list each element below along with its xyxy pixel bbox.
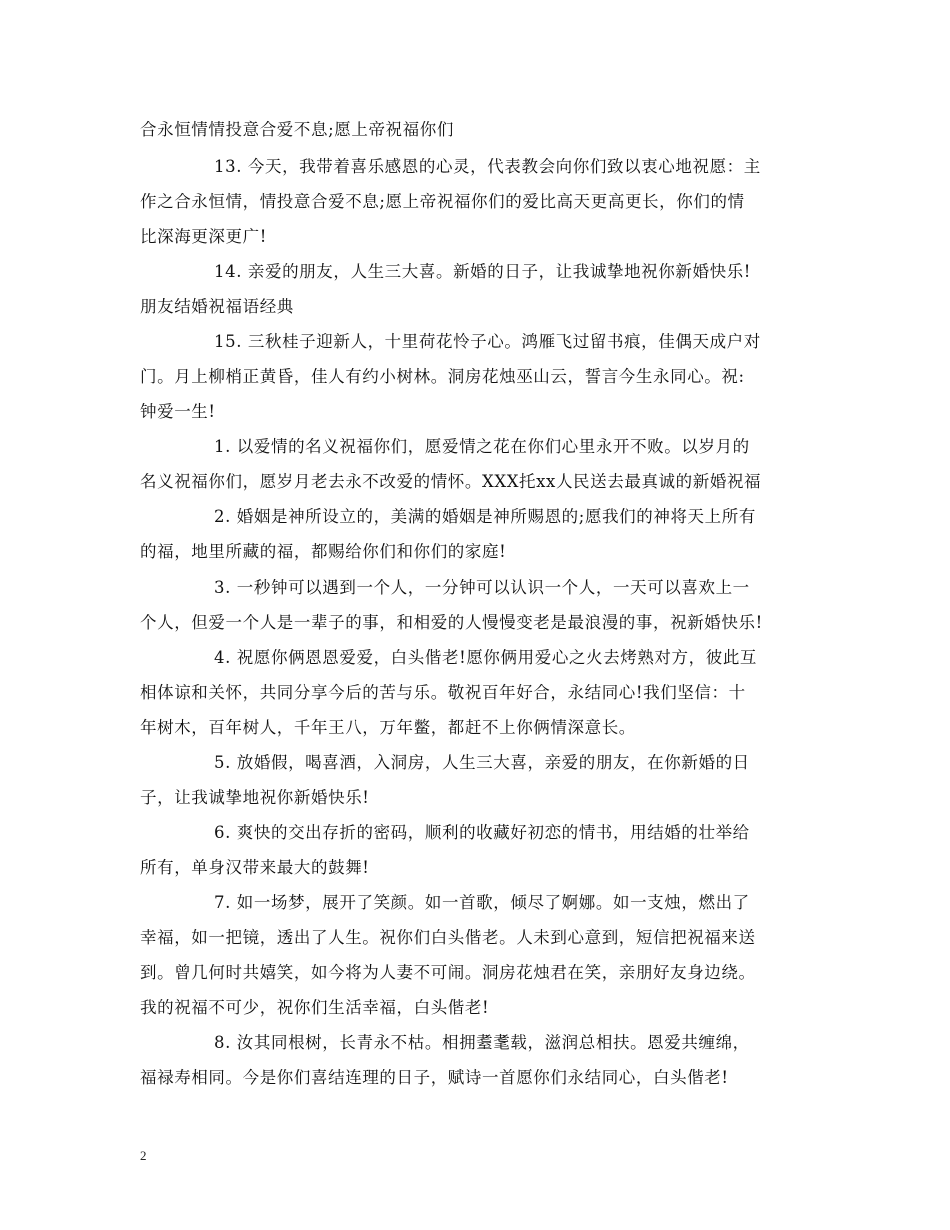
text-line: 子，让我诚挚地祝你新婚快乐! [140, 788, 370, 807]
paragraph-2-start: 2. 婚姻是神所设立的，美满的婚姻是神所赐恩的;愿我们的神将天上所有 [214, 507, 756, 526]
text-line: 作之合永恒情，情投意合爱不息;愿上帝祝福你们的爱比高天更高更长，你们的情 [140, 192, 745, 211]
text-line: 我的祝福不可少，祝你们生活幸福，白头偕老! [140, 998, 490, 1017]
text-line: 的福，地里所藏的福，都赐给你们和你们的家庭! [140, 542, 507, 561]
paragraph-5-start: 5. 放婚假，喝喜酒，入洞房，人生三大喜，亲爱的朋友，在你新婚的日 [214, 753, 750, 772]
text-line: 所有，单身汉带来最大的鼓舞! [140, 858, 370, 877]
paragraph-15-start: 15. 三秋桂子迎新人，十里荷花怜子心。鸿雁飞过留书痕，佳偶天成户对 [214, 332, 761, 351]
text-line: 比深海更深更广! [140, 227, 267, 246]
text-line: 相体谅和关怀，共同分享今后的苦与乐。敬祝百年好合，永结同心!我们坚信：十 [140, 683, 746, 702]
paragraph-13-start: 13. 今天，我带着喜乐感恩的心灵，代表教会向你们致以衷心地祝愿：主 [214, 157, 761, 176]
text-line: 福禄寿相同。今是你们喜结连理的日子，赋诗一首愿你们永结同心，白头偕老! [140, 1068, 729, 1087]
text-line: 门。月上柳梢正黄昏，佳人有约小树林。洞房花烛巫山云，誓言今生永同心。祝: [140, 367, 745, 386]
text-line: 到。曾几何时共嬉笑，如今将为人妻不可闹。洞房花烛君在笑，亲朋好友身边绕。 [140, 963, 756, 982]
text-line: 个人，但爱一个人是一辈子的事，和相爱的人慢慢变老是最浪漫的事，祝新婚快乐! [140, 613, 763, 632]
paragraph-7-start: 7. 如一场梦，展开了笑颜。如一首歌，倾尽了婀娜。如一支烛，燃出了 [214, 893, 750, 912]
text-line: 钟爱一生! [140, 402, 216, 421]
paragraph-6-start: 6. 爽快的交出存折的密码，顺利的收藏好初恋的情书，用结婚的壮举给 [214, 823, 750, 842]
text-line: 名义祝福你们，愿岁月老去永不改爱的情怀。XXX托xx人民送去最真诚的新婚祝福 [140, 472, 762, 491]
page-number: 2 [140, 1148, 147, 1163]
text-line: 幸福，如一把镜，透出了人生。祝你们白头偕老。人未到心意到，短信把祝福来送 [140, 928, 756, 947]
text-line: 合永恒情情投意合爱不息;愿上帝祝福你们 [140, 120, 454, 139]
paragraph-4-start: 4. 祝愿你俩恩恩爱爱，白头偕老!愿你俩用爱心之火去烤熟对方，彼此互 [214, 648, 758, 667]
paragraph-8-start: 8. 汝其同根树，长青永不枯。相拥耋耄载，滋润总相扶。恩爱共缠绵， [214, 1033, 750, 1052]
paragraph-14-start: 14. 亲爱的朋友，人生三大喜。新婚的日子，让我诚挚地祝你新婚快乐! [214, 262, 752, 281]
paragraph-1-start: 1. 以爱情的名义祝福你们，愿爱情之花在你们心里永开不败。以岁月的 [214, 437, 750, 456]
paragraph-3-start: 3. 一秒钟可以遇到一个人，一分钟可以认识一个人，一天可以喜欢上一 [214, 578, 750, 597]
section-heading: 朋友结婚祝福语经典 [140, 297, 294, 316]
text-line: 年树木，百年树人，千年王八，万年鳖，都赶不上你俩情深意长。 [140, 718, 636, 737]
